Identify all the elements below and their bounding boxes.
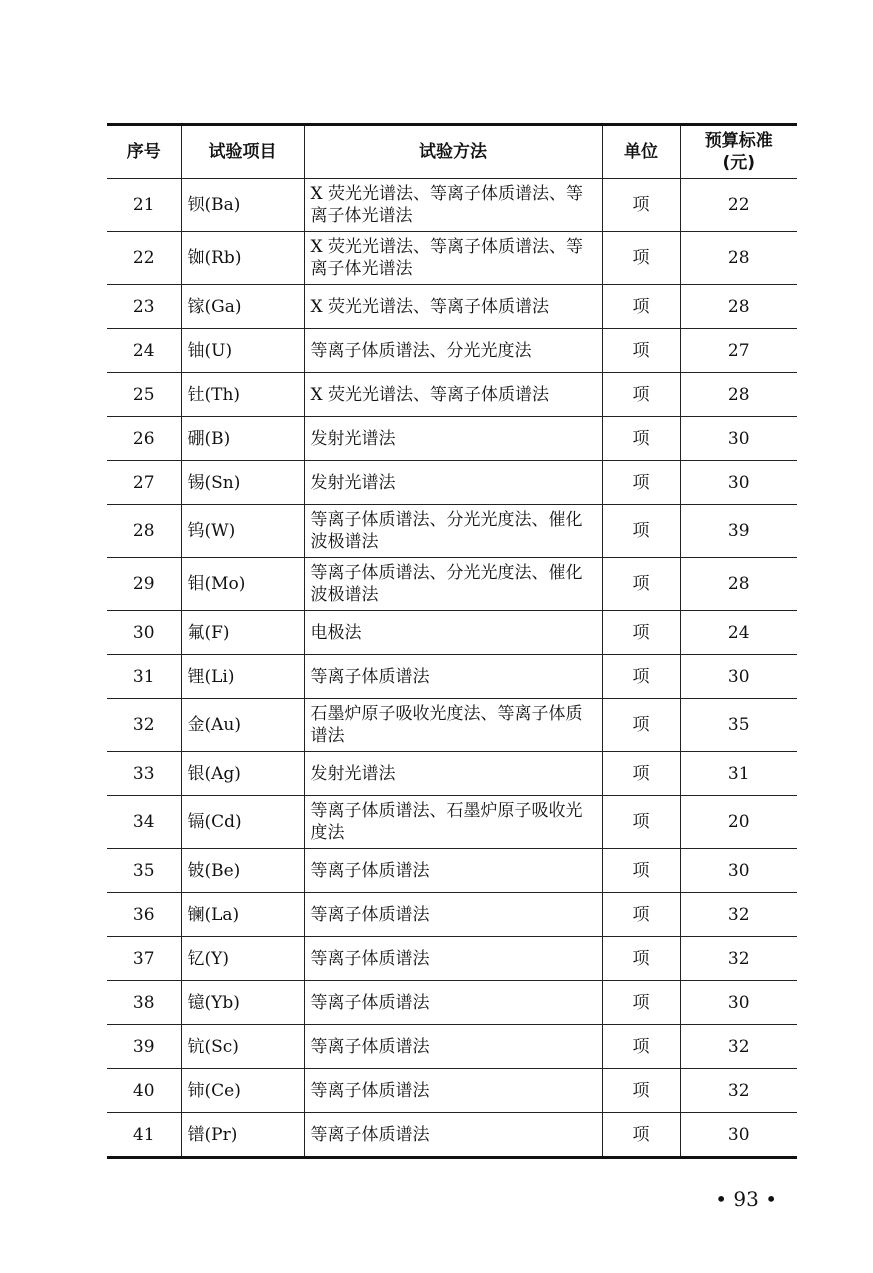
table-row bbox=[107, 655, 797, 699]
cell-item: 镓(Ga) bbox=[181, 285, 304, 329]
cell-method: 发射光谱法 bbox=[304, 752, 602, 796]
cell-item: 钇(Y) bbox=[181, 937, 304, 981]
cell-method: 等离子体质谱法、分光光度法、催化波极谱法 bbox=[304, 505, 602, 558]
cell-no: 24 bbox=[107, 329, 181, 373]
cell-method: 发射光谱法 bbox=[304, 417, 602, 461]
cell-method: 等离子体质谱法 bbox=[304, 1025, 602, 1069]
cell-method: 等离子体质谱法、石墨炉原子吸收光度法 bbox=[304, 796, 602, 849]
cell-no: 36 bbox=[107, 893, 181, 937]
cell-price: 31 bbox=[680, 752, 797, 796]
cell-item: 钪(Sc) bbox=[181, 1025, 304, 1069]
cell-no: 23 bbox=[107, 285, 181, 329]
cell-no: 37 bbox=[107, 937, 181, 981]
cell-item: 钍(Th) bbox=[181, 373, 304, 417]
cell-method: 等离子体质谱法 bbox=[304, 893, 602, 937]
cell-price: 22 bbox=[680, 179, 797, 232]
cell-no: 41 bbox=[107, 1113, 181, 1158]
cell-price: 30 bbox=[680, 849, 797, 893]
header-no: 序号 bbox=[107, 125, 181, 179]
cell-method: 等离子体质谱法 bbox=[304, 937, 602, 981]
cell-unit: 项 bbox=[602, 796, 680, 849]
cell-item: 氟(F) bbox=[181, 611, 304, 655]
cell-price: 32 bbox=[680, 893, 797, 937]
cell-item: 银(Ag) bbox=[181, 752, 304, 796]
cell-method: X 荧光光谱法、等离子体质谱法 bbox=[304, 285, 602, 329]
table-row bbox=[107, 329, 797, 373]
cell-method: 等离子体质谱法、分光光度法、催化波极谱法 bbox=[304, 558, 602, 611]
cell-no: 22 bbox=[107, 232, 181, 285]
cell-no: 34 bbox=[107, 796, 181, 849]
cell-unit: 项 bbox=[602, 373, 680, 417]
cell-item: 硼(B) bbox=[181, 417, 304, 461]
cell-item: 金(Au) bbox=[181, 699, 304, 752]
cell-method: 等离子体质谱法 bbox=[304, 1113, 602, 1158]
cell-price: 30 bbox=[680, 655, 797, 699]
cell-no: 26 bbox=[107, 417, 181, 461]
cell-unit: 项 bbox=[602, 699, 680, 752]
header-price-line1: 预算标准 bbox=[704, 131, 773, 151]
cell-price: 28 bbox=[680, 232, 797, 285]
cell-method: 石墨炉原子吸收光度法、等离子体质谱法 bbox=[304, 699, 602, 752]
table-row bbox=[107, 1025, 797, 1069]
cell-method: X 荧光光谱法、等离子体质谱法、等离子体光谱法 bbox=[304, 179, 602, 232]
cell-method: 等离子体质谱法 bbox=[304, 1069, 602, 1113]
cell-method: 发射光谱法 bbox=[304, 461, 602, 505]
table-row bbox=[107, 373, 797, 417]
cell-method: 等离子体质谱法 bbox=[304, 981, 602, 1025]
cell-price: 28 bbox=[680, 285, 797, 329]
cell-item: 镉(Cd) bbox=[181, 796, 304, 849]
cell-unit: 项 bbox=[602, 655, 680, 699]
header-item: 试验项目 bbox=[181, 125, 304, 179]
cell-unit: 项 bbox=[602, 505, 680, 558]
cell-item: 钼(Mo) bbox=[181, 558, 304, 611]
cell-no: 31 bbox=[107, 655, 181, 699]
cell-unit: 项 bbox=[602, 1113, 680, 1158]
cell-unit: 项 bbox=[602, 285, 680, 329]
cell-item: 镱(Yb) bbox=[181, 981, 304, 1025]
cell-unit: 项 bbox=[602, 937, 680, 981]
cell-unit: 项 bbox=[602, 179, 680, 232]
header-method: 试验方法 bbox=[304, 125, 602, 179]
cell-unit: 项 bbox=[602, 981, 680, 1025]
cell-item: 铈(Ce) bbox=[181, 1069, 304, 1113]
header-price bbox=[680, 125, 797, 179]
cell-no: 27 bbox=[107, 461, 181, 505]
cell-no: 30 bbox=[107, 611, 181, 655]
cell-item: 铀(U) bbox=[181, 329, 304, 373]
cell-no: 35 bbox=[107, 849, 181, 893]
cell-no: 25 bbox=[107, 373, 181, 417]
cell-method: 等离子体质谱法 bbox=[304, 849, 602, 893]
cell-unit: 项 bbox=[602, 611, 680, 655]
cell-price: 32 bbox=[680, 937, 797, 981]
cell-method: 电极法 bbox=[304, 611, 602, 655]
cell-no: 39 bbox=[107, 1025, 181, 1069]
cell-price: 39 bbox=[680, 505, 797, 558]
table-row bbox=[107, 461, 797, 505]
cell-price: 30 bbox=[680, 981, 797, 1025]
cell-price: 28 bbox=[680, 558, 797, 611]
cell-item: 铷(Rb) bbox=[181, 232, 304, 285]
test-price-table bbox=[107, 123, 797, 1159]
table-header-row bbox=[107, 125, 797, 179]
cell-unit: 项 bbox=[602, 329, 680, 373]
cell-item: 镨(Pr) bbox=[181, 1113, 304, 1158]
table-row bbox=[107, 893, 797, 937]
cell-item: 锂(Li) bbox=[181, 655, 304, 699]
cell-unit: 项 bbox=[602, 417, 680, 461]
cell-price: 32 bbox=[680, 1025, 797, 1069]
table-row bbox=[107, 752, 797, 796]
header-price-line2: (元) bbox=[722, 153, 756, 173]
table-row bbox=[107, 179, 797, 232]
cell-no: 33 bbox=[107, 752, 181, 796]
cell-price: 20 bbox=[680, 796, 797, 849]
cell-method: X 荧光光谱法、等离子体质谱法、等离子体光谱法 bbox=[304, 232, 602, 285]
cell-no: 29 bbox=[107, 558, 181, 611]
cell-price: 28 bbox=[680, 373, 797, 417]
cell-unit: 项 bbox=[602, 232, 680, 285]
table-row bbox=[107, 1113, 797, 1158]
page-number: • 93 • bbox=[715, 1187, 777, 1211]
cell-unit: 项 bbox=[602, 893, 680, 937]
table-row bbox=[107, 611, 797, 655]
cell-no: 38 bbox=[107, 981, 181, 1025]
cell-method: X 荧光光谱法、等离子体质谱法 bbox=[304, 373, 602, 417]
table-row bbox=[107, 505, 797, 558]
cell-item: 钡(Ba) bbox=[181, 179, 304, 232]
cell-price: 24 bbox=[680, 611, 797, 655]
cell-no: 32 bbox=[107, 699, 181, 752]
table-row bbox=[107, 1069, 797, 1113]
table-row bbox=[107, 232, 797, 285]
table-row bbox=[107, 699, 797, 752]
cell-method: 等离子体质谱法、分光光度法 bbox=[304, 329, 602, 373]
cell-method: 等离子体质谱法 bbox=[304, 655, 602, 699]
cell-unit: 项 bbox=[602, 1025, 680, 1069]
cell-unit: 项 bbox=[602, 461, 680, 505]
cell-unit: 项 bbox=[602, 1069, 680, 1113]
cell-price: 30 bbox=[680, 1113, 797, 1158]
cell-price: 30 bbox=[680, 417, 797, 461]
table-row bbox=[107, 796, 797, 849]
table-row bbox=[107, 285, 797, 329]
cell-no: 40 bbox=[107, 1069, 181, 1113]
table-row bbox=[107, 417, 797, 461]
cell-price: 32 bbox=[680, 1069, 797, 1113]
cell-price: 35 bbox=[680, 699, 797, 752]
cell-no: 21 bbox=[107, 179, 181, 232]
cell-price: 30 bbox=[680, 461, 797, 505]
cell-unit: 项 bbox=[602, 752, 680, 796]
cell-price: 27 bbox=[680, 329, 797, 373]
cell-unit: 项 bbox=[602, 558, 680, 611]
cell-item: 镧(La) bbox=[181, 893, 304, 937]
table-row bbox=[107, 558, 797, 611]
table-row bbox=[107, 937, 797, 981]
cell-item: 铍(Be) bbox=[181, 849, 304, 893]
table-row bbox=[107, 849, 797, 893]
cell-no: 28 bbox=[107, 505, 181, 558]
cell-item: 锡(Sn) bbox=[181, 461, 304, 505]
cell-item: 钨(W) bbox=[181, 505, 304, 558]
table-row bbox=[107, 981, 797, 1025]
cell-unit: 项 bbox=[602, 849, 680, 893]
header-unit: 单位 bbox=[602, 125, 680, 179]
